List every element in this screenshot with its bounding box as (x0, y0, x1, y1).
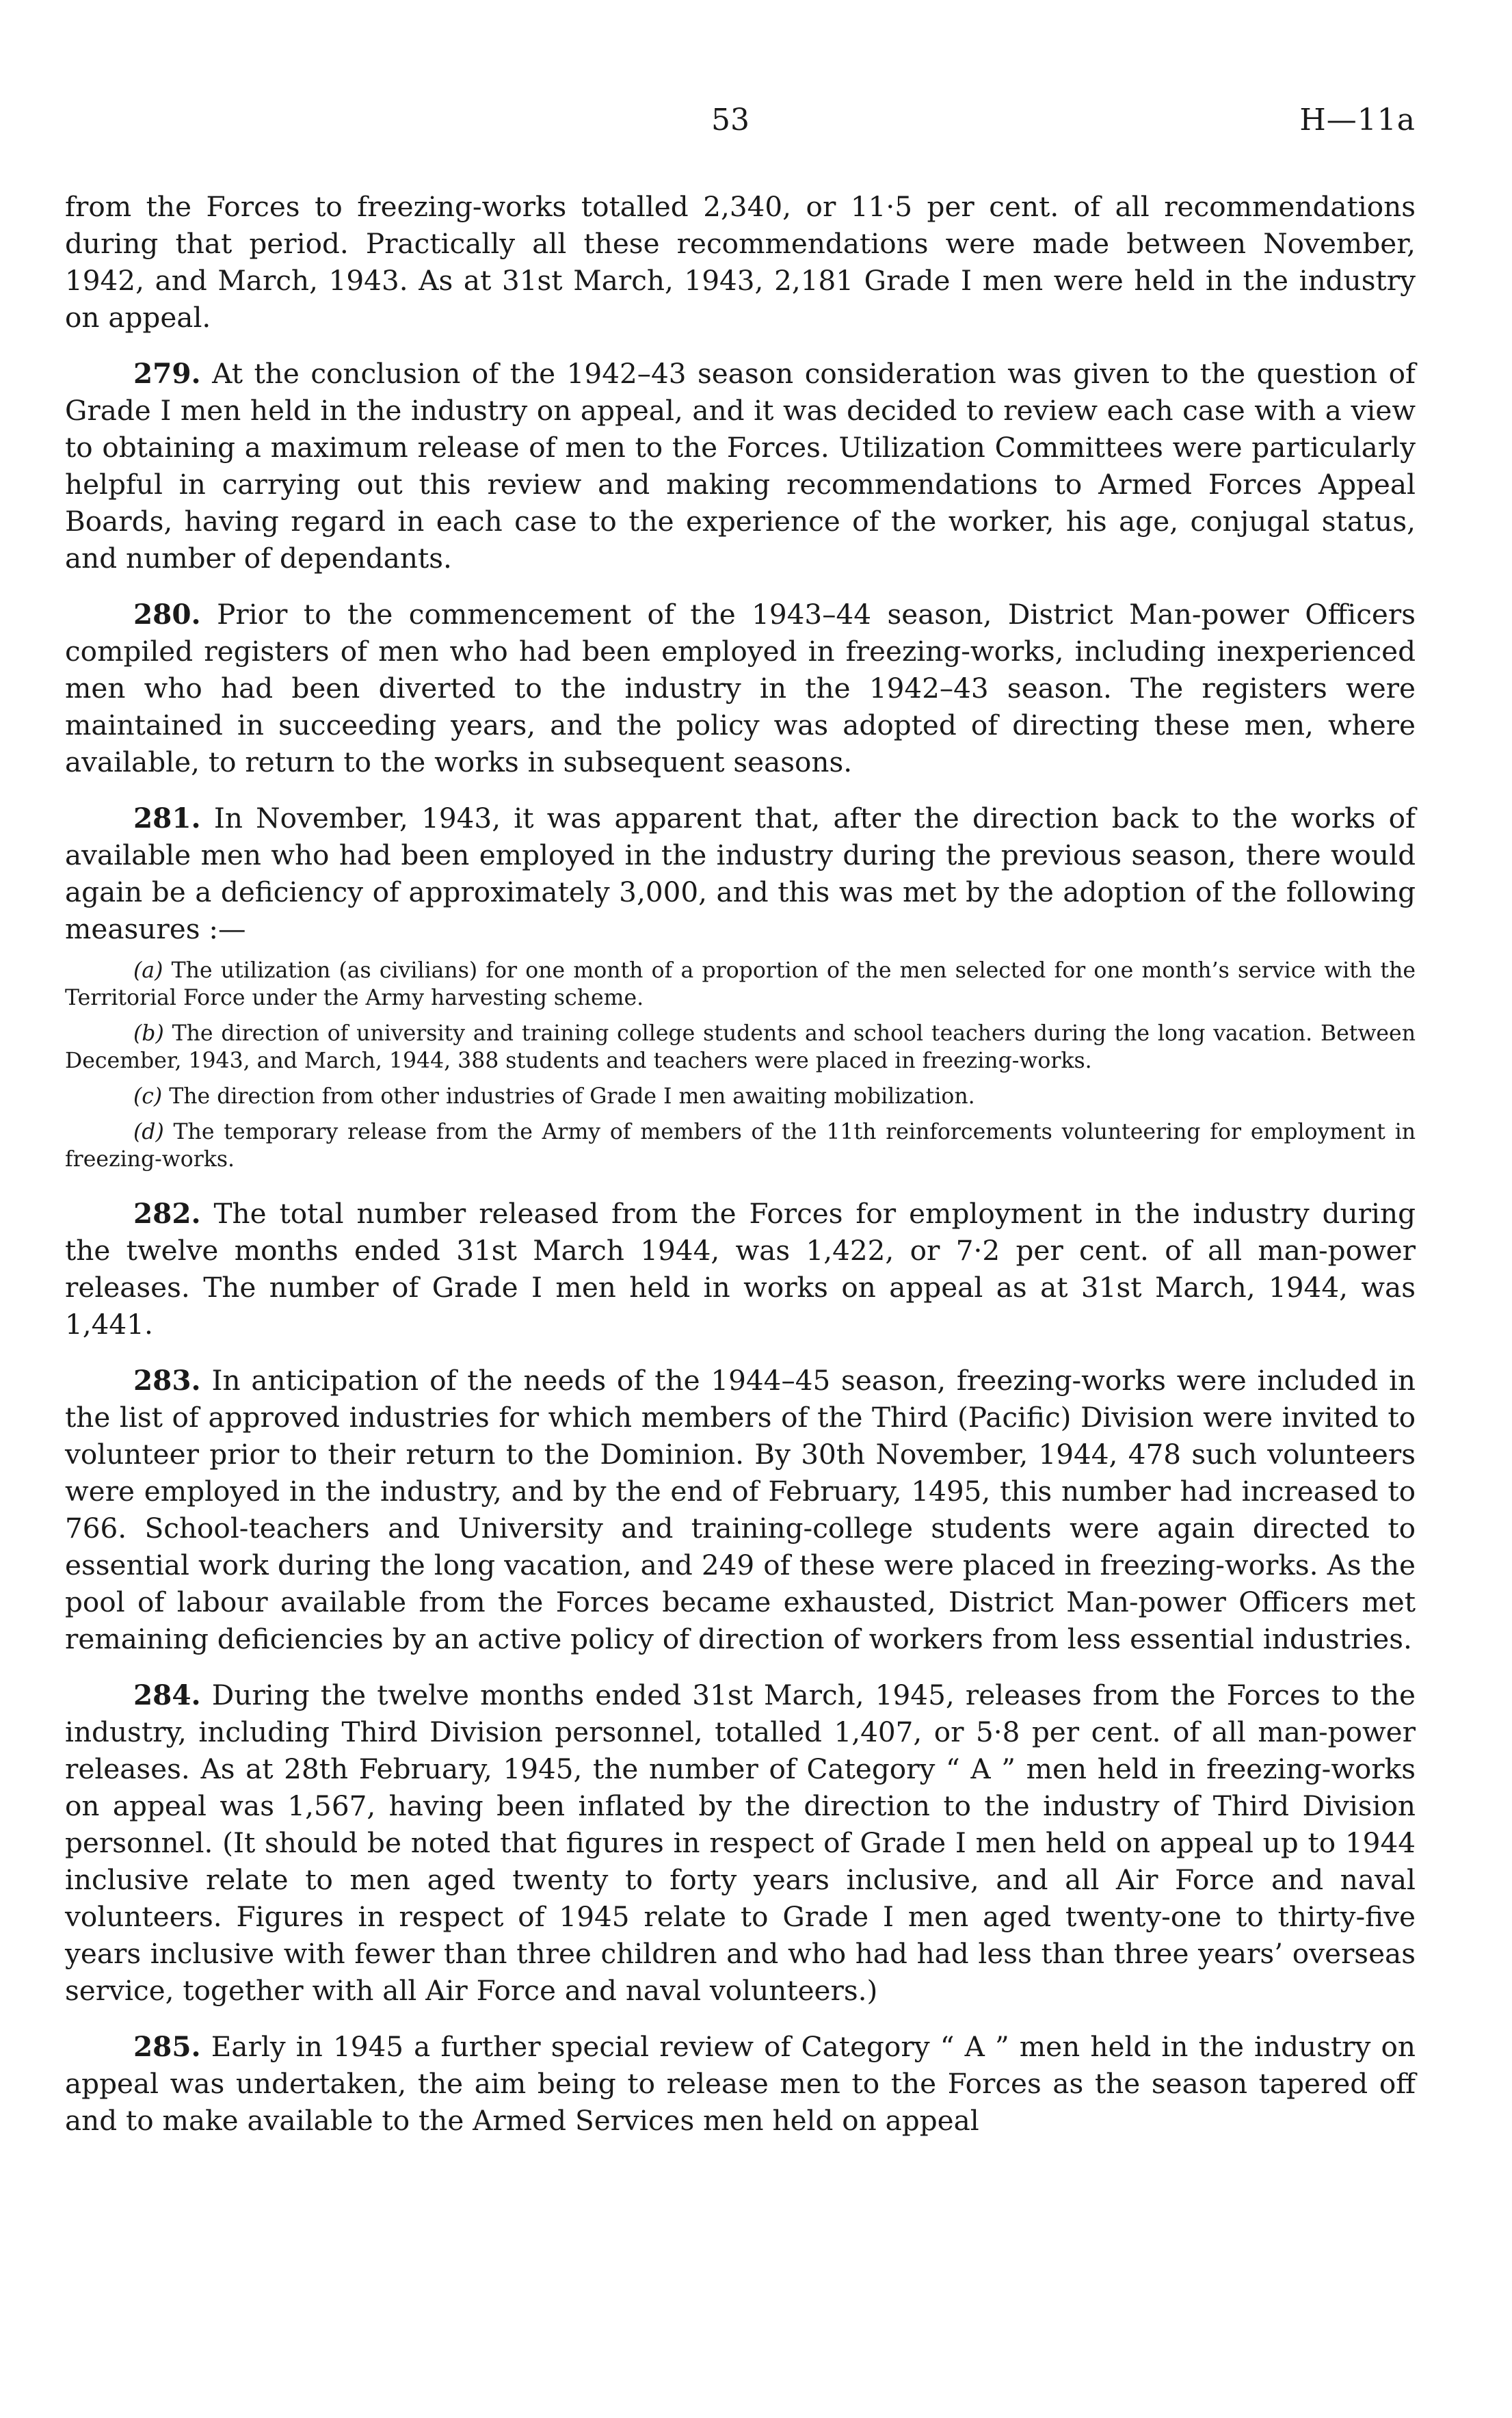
document-reference: H—11a (1299, 103, 1416, 137)
paragraph-283 (65, 1362, 1416, 1657)
paragraph-text: from the Forces to freezing-works totalled 2,340, or 11·5 per cent. of all recommendations during that period. Practically all these recommendations were made between November, 1942, and March, 1943. As at 31st March, 1943, 2,181 Grade I men were held in the industry on appeal. (65, 190, 1416, 334)
paragraph-285 (65, 2028, 1416, 2139)
paragraph-number: 285. (133, 2030, 201, 2063)
measure-text: The temporary release from the Army of members of the 11th reinforcements volunteering for employment in freezing-works. (65, 1120, 1416, 1172)
measure-text: The utilization (as civilians) for one month of a proportion of the men selected for one month’s service with the Territorial Force under the Army harvesting scheme. (65, 958, 1416, 1010)
measures-list (65, 957, 1416, 1173)
paragraph-282 (65, 1195, 1416, 1343)
paragraph-number: 281. (133, 802, 201, 835)
measure-item (65, 1083, 1416, 1110)
measure-letter: (c) (133, 1084, 163, 1109)
measure-letter: (d) (133, 1120, 164, 1144)
paragraph-text: Prior to the commencement of the 1943–44 season, District Man-power Officers compiled registers of men who had been employed in freezing-works, including inexperienced men who had been diverted to the industry in the 1942–43 season. The registers were maintained in succeeding years, and the policy was adopted of directing these men, where available, to return to the works in subsequent seasons. (65, 598, 1416, 778)
measure-text: The direction of university and training college students and school teachers during the long vacation. Between December, 1943, and March, 1944, 388 students and teachers were placed in freezing-works. (65, 1021, 1416, 1073)
paragraph-text: Early in 1945 a further special review of Category “ A ” men held in the industry on appeal was undertaken, the aim being to release men to the Forces as the season tapered off and to make available to the Armed Services men held on appeal (65, 2030, 1416, 2137)
page-number: 53 (711, 103, 750, 137)
paragraph-text: At the conclusion of the 1942–43 season consideration was given to the question of Grade I men held in the industry on appeal, and it was decided to review each case with a view to obtaining a maximum release of men to the Forces. Utilization Committees were particularly helpful in carrying out this review and making recommendations to Armed Forces Appeal Boards, having regard in each case to the experience of the worker, his age, conjugal status, and number of dependants. (65, 357, 1416, 575)
page-header (698, 103, 1416, 157)
paragraph-text: During the twelve months ended 31st March, 1945, releases from the Forces to the industry, including Third Division personnel, totalled 1,407, or 5·8 per cent. of all man-power releases. As at 28th February, 1945, the number of Category “ A ” men held in freezing-works on appeal was 1,567, having been inflated by the direction to the industry of Third Division personnel. (It should be noted that figures in respect of Grade I men held on appeal up to 1944 inclusive relate to men aged twenty to forty years inclusive, and all Air Force and naval volunteers. Figures in respect of 1945 relate to Grade I men aged twenty-one to thirty-five years inclusive with fewer than three children and who had had less than three years’ overseas service, together with all Air Force and naval volunteers.) (65, 1679, 1416, 2007)
measure-item (65, 1020, 1416, 1075)
paragraph-text: In anticipation of the needs of the 1944–45 season, freezing-works were included in the list of approved industries for which members of the Third (Pacific) Division were invited to volunteer prior to their return to the Dominion. By 30th November, 1944, 478 such volunteers were employed in the industry, and by the end of February, 1495, this number had increased to 766. School-teachers and University and training-college students were again directed to essential work during the long vacation, and 249 of these were placed in freezing-works. As the pool of labour available from the Forces became exhausted, District Man-power Officers met remaining deficiencies by an active policy of direction of workers from less essential industries. (65, 1364, 1416, 1655)
measure-letter: (b) (133, 1021, 164, 1046)
paragraph-text: In November, 1943, it was apparent that, after the direction back to the works of available men who had been employed in the industry during the previous season, there would again be a deficiency of approximately 3,000, and this was met by the adoption of the following measures :— (65, 802, 1416, 945)
paragraph-284 (65, 1677, 1416, 2009)
paragraph-number: 279. (133, 357, 201, 390)
paragraph-number: 282. (133, 1197, 201, 1230)
paragraph-number: 280. (133, 598, 201, 631)
paragraph-279 (65, 355, 1416, 577)
paragraph-number: 283. (133, 1364, 201, 1397)
measure-item (65, 1118, 1416, 1173)
paragraph-continued (65, 188, 1416, 336)
measure-item (65, 957, 1416, 1012)
body-text (65, 188, 1416, 2158)
paragraph-280 (65, 596, 1416, 780)
measure-letter: (a) (133, 958, 163, 983)
paragraph-281 (65, 800, 1416, 947)
paragraph-number: 284. (133, 1679, 201, 1711)
measure-text: The direction from other industries of Grade I men awaiting mobilization. (162, 1084, 975, 1109)
paragraph-text: The total number released from the Forces for employment in the industry during the twelve months ended 31st March 1944, was 1,422, or 7·2 per cent. of all man-power releases. The number of Grade I men held in works on appeal as at 31st March, 1944, was 1,441. (65, 1197, 1416, 1341)
